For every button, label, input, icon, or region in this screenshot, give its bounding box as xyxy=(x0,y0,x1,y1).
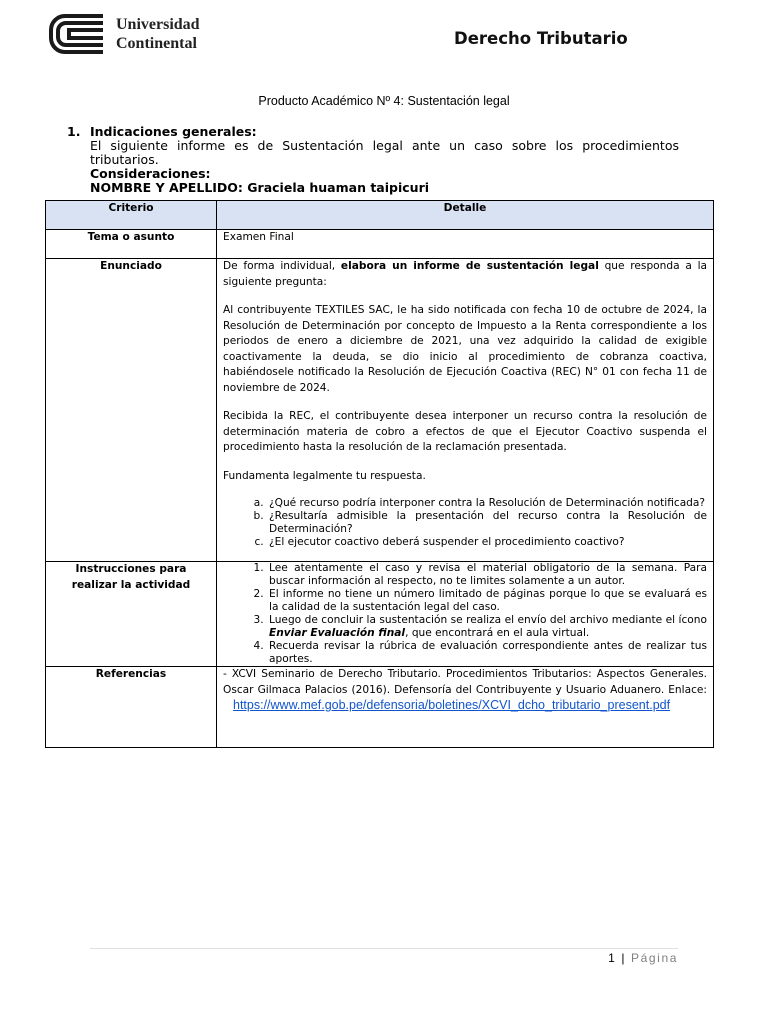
list-item: b. ¿Resultaría admisible la presentación del recurso contra la Resolución de Determinación? xyxy=(267,510,707,536)
table-header-row xyxy=(46,201,714,230)
case-paragraph: Al contribuyente TEXTILES SAC, le ha sido notificada con fecha 10 de octubre de 2024, la Resolución de Determinación por concepto de Impuesto a la Renta correspondiente a los periodos de enero a diciembre de 2021, una vez adquirido la calidad de exigible coactivamente la deuda, se dio inicio al procedimiento de cobranza coactiva, habiéndosele notificado la Resolución de Ejecución Coactiva (REC) N° 01 con fecha 11 de noviembre de 2024. xyxy=(223,304,707,394)
considerations-label: Consideraciones: xyxy=(90,166,211,181)
reference-text: - XCVI Seminario de Derecho Tributario. Procedimientos Tributarios: Aspectos Generales. Oscar Gilmaca Palacios (2016). Defensoría del Contribuyente y Usuario Aduanero. Enlace: xyxy=(223,668,707,696)
instrucciones-detail xyxy=(217,562,714,667)
header-detalle: Detalle xyxy=(217,201,714,230)
page-footer xyxy=(608,951,678,965)
header-criterio: Criterio xyxy=(46,201,217,230)
section-number: 1. xyxy=(67,124,81,139)
table-row xyxy=(46,562,714,667)
course-title: Derecho Tributario xyxy=(454,29,628,48)
activity-table xyxy=(45,200,714,748)
questions-list xyxy=(223,497,707,549)
enunciado-detail xyxy=(217,259,714,562)
product-title: Producto Académico Nº 4: Sustentación legal xyxy=(258,94,510,108)
reference-link[interactable]: https://www.mef.gob.pe/defensoria/boletines/XCVI_dcho_tributario_present.pdf xyxy=(233,698,671,712)
footer-separator: | xyxy=(616,951,632,965)
page-number: 1 xyxy=(608,951,617,965)
list-item: 2. El informe no tiene un número limitado de páginas porque lo que se evaluará es la calidad de la sustentación legal del caso. xyxy=(267,588,707,614)
page-word: Página xyxy=(631,951,678,965)
general-indications xyxy=(67,125,679,195)
referencias-detail xyxy=(217,667,714,748)
referencias-label: Referencias xyxy=(46,667,217,748)
section-heading: Indicaciones generales: xyxy=(90,124,257,139)
tema-label: Tema o asunto xyxy=(46,230,217,259)
list-item: 3. Luego de concluir la sustentación se realiza el envío del archivo mediante el ícono Enviar Evaluación final, que encontrará en el aula virtual. xyxy=(267,614,707,640)
tema-value: Examen Final xyxy=(217,230,714,259)
list-item: 4. Recuerda revisar la rúbrica de evaluación correspondiente antes de realizar tus aportes. xyxy=(267,640,707,666)
section-text: El siguiente informe es de Sustentación legal ante un caso sobre los procedimientos tributarios. xyxy=(90,138,679,167)
university-logo-icon xyxy=(49,12,107,56)
enunciado-intro: De forma individual, elabora un informe de sustentación legal que responda a la siguiente pregunta: xyxy=(223,260,707,288)
instrucciones-label: Instrucciones para realizar la actividad xyxy=(46,562,217,667)
instruction-paragraph: Fundamenta legalmente tu respuesta. xyxy=(223,469,426,482)
footer-divider xyxy=(90,948,678,949)
list-item: 1. Lee atentamente el caso y revisa el material obligatorio de la semana. Para buscar información al respecto, no te limites solamente a un autor. xyxy=(267,562,707,588)
university-name: Universidad Continental xyxy=(116,16,200,52)
list-item: c. ¿El ejecutor coactivo deberá suspender el procedimiento coactivo? xyxy=(267,536,707,549)
student-name: NOMBRE Y APELLIDO: Graciela huaman taipicuri xyxy=(90,180,430,195)
table-row xyxy=(46,230,714,259)
table-row xyxy=(46,667,714,748)
instructions-list xyxy=(223,562,707,666)
enunciado-label: Enunciado xyxy=(46,259,217,562)
table-row xyxy=(46,259,714,562)
rec-paragraph: Recibida la REC, el contribuyente desea interponer un recurso contra la resolución de determinación materia de cobro a efectos de que el Ejecutor Coactivo suspenda el procedimiento hasta la resolución de la reclamación presentada. xyxy=(223,410,707,453)
list-item: a. ¿Qué recurso podría interponer contra la Resolución de Determinación notificada? xyxy=(267,497,707,510)
